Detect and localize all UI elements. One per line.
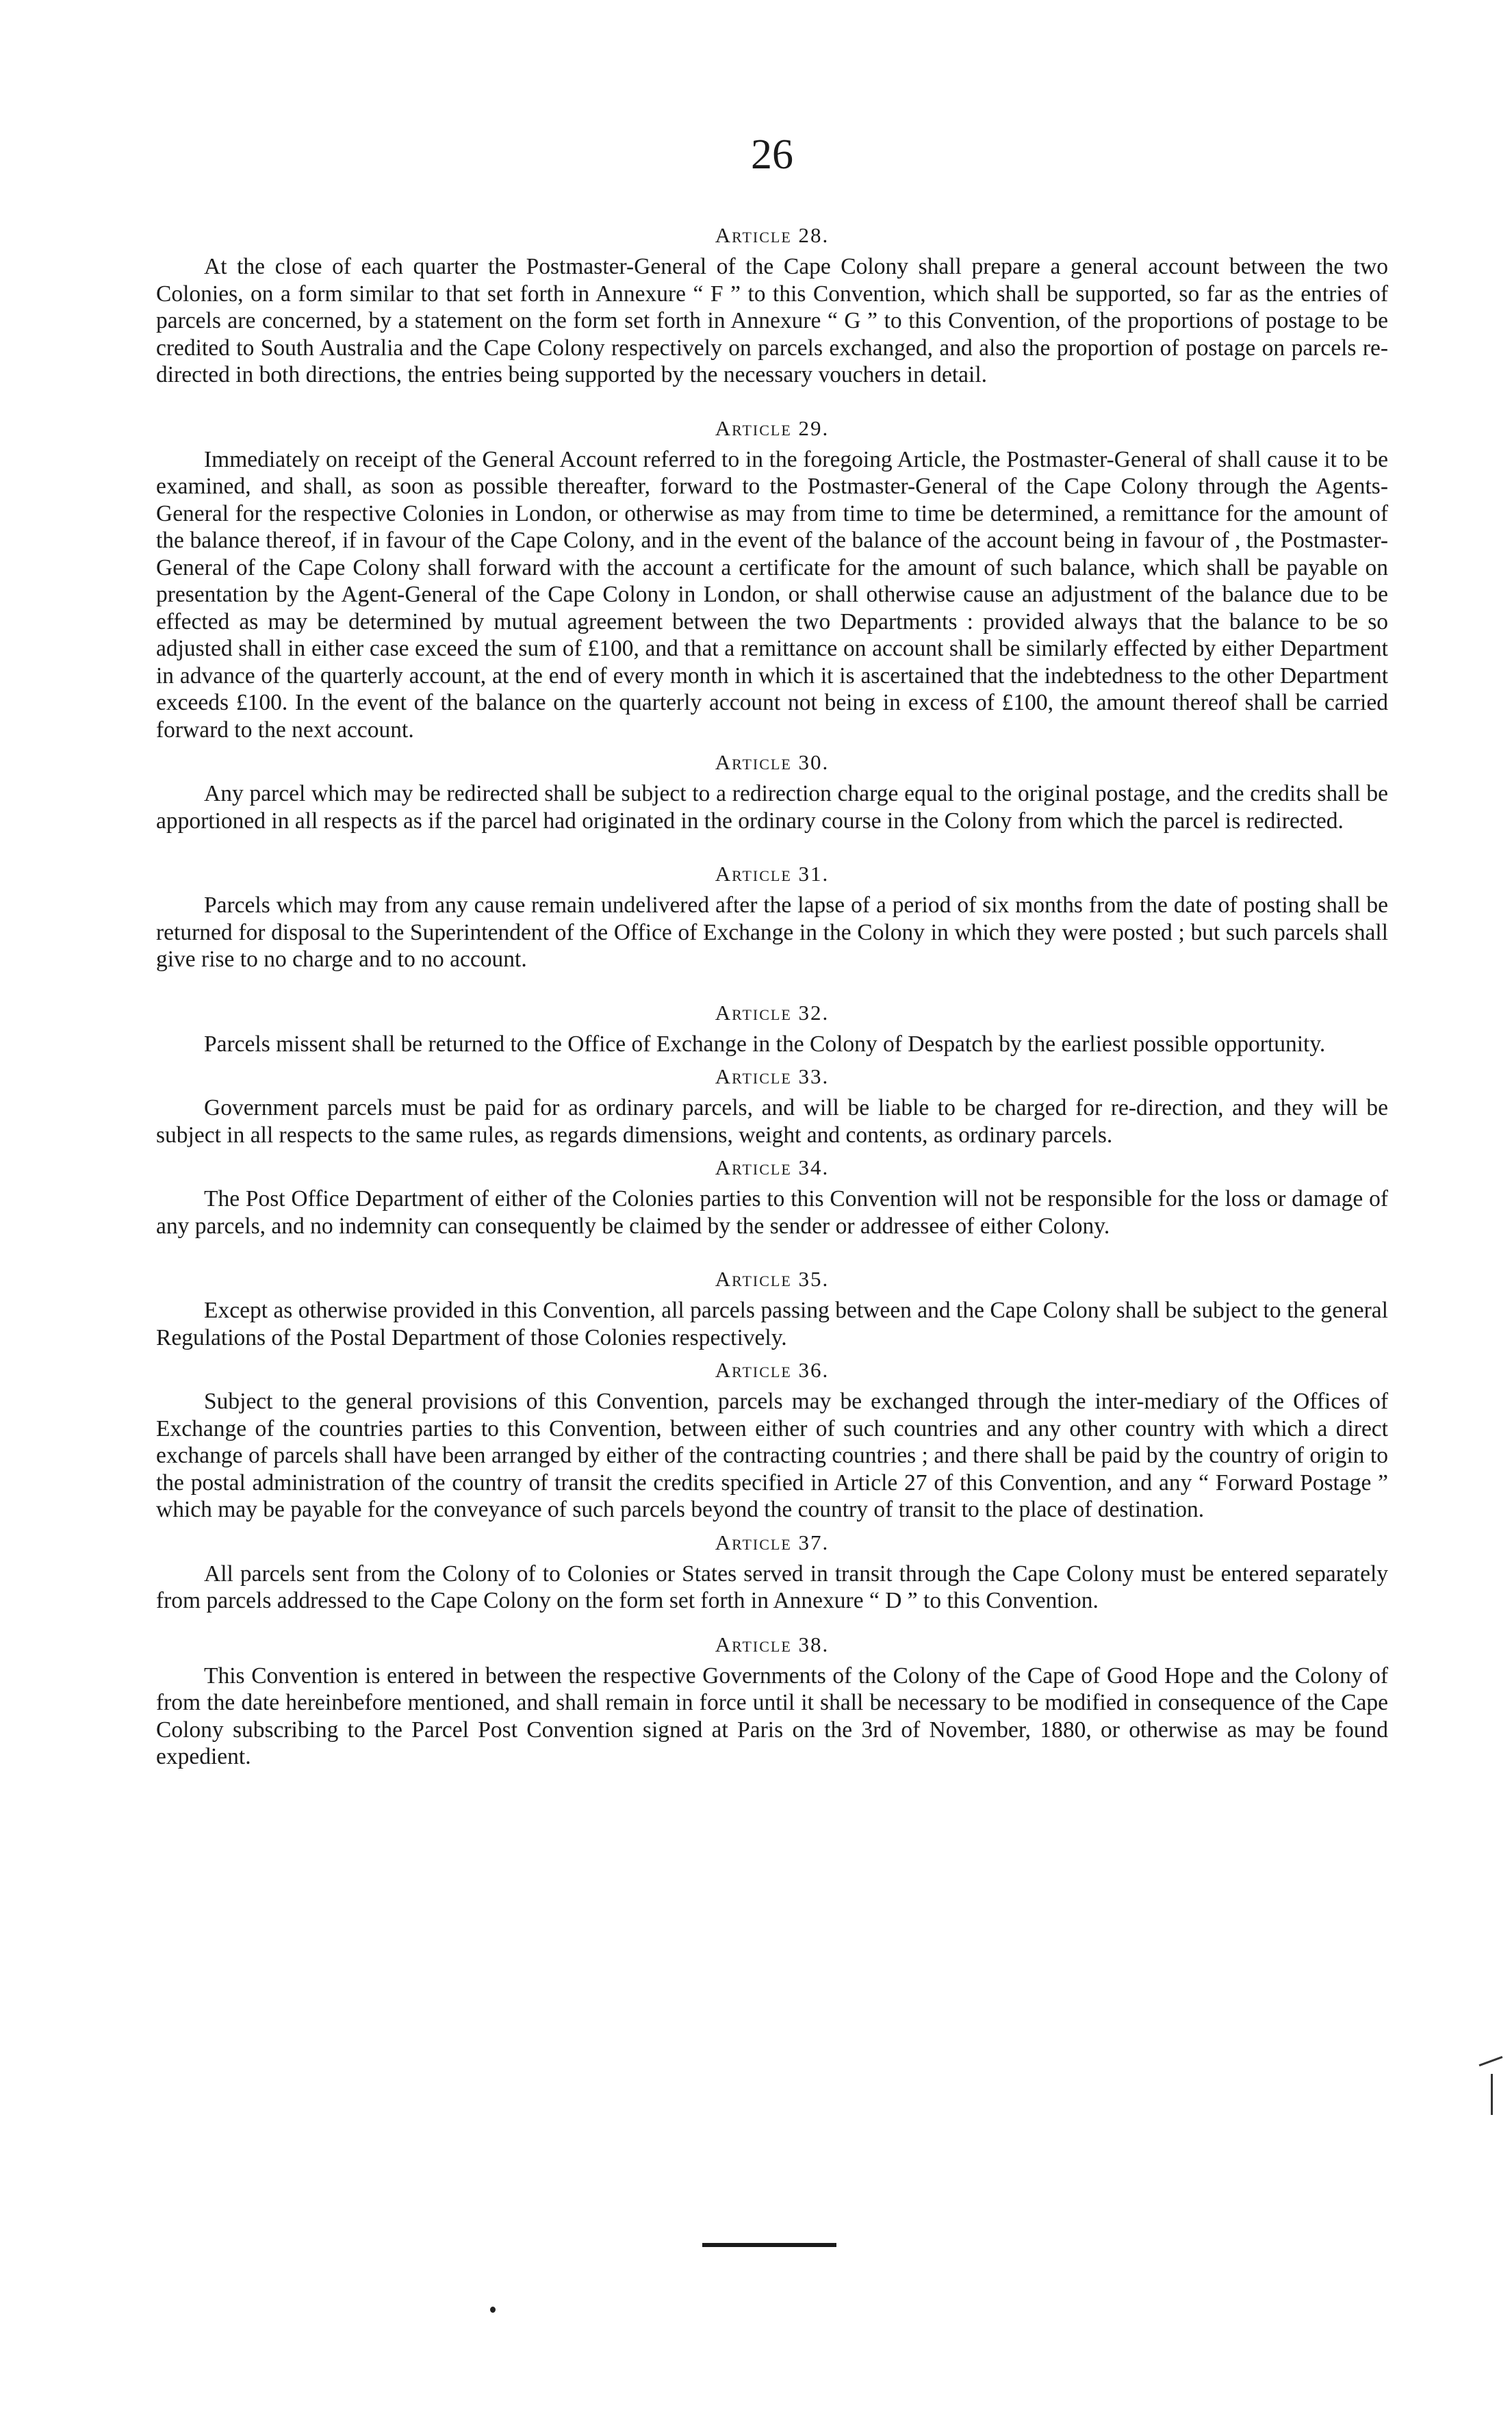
article-heading: Article 28. bbox=[715, 223, 830, 247]
article-30 bbox=[156, 747, 1388, 834]
article-31 bbox=[156, 859, 1388, 973]
article-text: Except as otherwise provided in this Convention, all parcels passing between and the Cape Colony shall be subject to the general Regulations of the Postal Department of those Colonies respectively. bbox=[156, 1298, 1388, 1350]
article-38 bbox=[156, 1630, 1388, 1771]
article-32 bbox=[156, 998, 1388, 1058]
article-text: All parcels sent from the Colony of to Colonies or States served in transit through the Cape Colony must be entered separately from parcels addressed to the Cape Colony on the form set forth in Annexure “ D ” to this Convention. bbox=[156, 1561, 1388, 1613]
article-body bbox=[156, 1561, 1388, 1615]
article-text: Immediately on receipt of the General Account referred to in the foregoing Article, the Postmaster-General of shall cause it to be examined, and shall, as soon as possible thereafter, forward to the Postmaster-General of the Cape Colony through the Agents-General for the respective Colonies in London, or otherwise as may from time to time be determined, a remittance for the amount of the balance thereof, if in favour of the Cape Colony, and in the event of the balance of the account being in favour of , the Postmaster-General of the Cape Colony shall forward with the account a certificate for the amount of such balance, which shall be payable on presentation by the Agent-General of the Cape Colony in London, or shall otherwise cause an adjustment of the balance due to be effected as may be determined by mutual agreement between the two Departments : provided always that the balance to be so adjusted shall in either case exceed the sum of £100, and that a remittance on account shall be similarly effected by either Department in advance of the quarterly account, at the end of every month in which it is ascertained that the indebtedness to the other Department exceeds £100. In the event of the balance on the quarterly account not being in excess of £100, the amount thereof shall be carried forward to the next account. bbox=[156, 446, 1388, 743]
ink-dot bbox=[490, 2307, 496, 2313]
closing-rule bbox=[702, 2243, 836, 2247]
article-28 bbox=[156, 220, 1388, 389]
article-37 bbox=[156, 1528, 1388, 1615]
article-text: Any parcel which may be redirected shall be subject to a redirection charge equal to the original postage, and the credits shall be apportioned in all respects as if the parcel had originated in the ordinary course in the Colony from which the parcel is redirected. bbox=[156, 781, 1388, 834]
article-body bbox=[156, 253, 1388, 389]
article-body bbox=[156, 1297, 1388, 1351]
article-35 bbox=[156, 1264, 1388, 1351]
article-heading: Article 38. bbox=[715, 1632, 830, 1656]
margin-mark bbox=[1479, 2056, 1503, 2066]
article-body bbox=[156, 446, 1388, 744]
article-29 bbox=[156, 413, 1388, 744]
article-36 bbox=[156, 1355, 1388, 1524]
article-heading: Article 34. bbox=[715, 1155, 830, 1179]
article-34 bbox=[156, 1153, 1388, 1240]
article-heading: Article 29. bbox=[715, 415, 830, 440]
article-text: At the close of each quarter the Postmaster-General of the Cape Colony shall prepare a general account between the two Colonies, on a form similar to that set forth in Annexure “ F ” to this Convention, which shall be supported, so far as the entries of parcels are concerned, by a statement on the form set forth in Annexure “ G ” to this Convention, of the proportions of postage to be credited to South Australia and the Cape Colony respectively on parcels exchanged, and also the proportion of postage on parcels re-directed in both directions, the entries being supported by the necessary vouchers in detail. bbox=[156, 254, 1388, 387]
article-body bbox=[156, 1185, 1388, 1240]
article-body bbox=[156, 1663, 1388, 1771]
article-body bbox=[156, 1031, 1388, 1058]
document-page bbox=[156, 130, 1388, 1771]
article-heading: Article 36. bbox=[715, 1358, 830, 1382]
article-text: Parcels missent shall be returned to the Office of Exchange in the Colony of Despatch by the earliest possible opportunity. bbox=[204, 1031, 1326, 1057]
margin-mark bbox=[1491, 2074, 1493, 2115]
article-text: Subject to the general provisions of this Convention, parcels may be exchanged through the inter-mediary of the Offices of Exchange of the countries parties to this Convention, between either of such countries and any other country with which a direct exchange of parcels shall have been arranged by either of the contracting countries ; and there shall be paid by the country of origin to the postal administration of the country of transit the credits specified in Article 27 of this Convention, and any “ Forward Postage ” which may be payable for the conveyance of such parcels beyond the country of transit to the place of destination. bbox=[156, 1389, 1388, 1522]
article-text: The Post Office Department of either of the Colonies parties to this Convention will not be responsible for the loss or damage of any parcels, and no indemnity can consequently be claimed by the sender or addressee of either Colony. bbox=[156, 1186, 1388, 1239]
page-number: 26 bbox=[751, 131, 793, 178]
article-heading: Article 31. bbox=[715, 862, 830, 886]
article-33 bbox=[156, 1062, 1388, 1149]
article-body bbox=[156, 892, 1388, 973]
article-text: This Convention is entered in between the respective Governments of the Colony of the Cape of Good Hope and the Colony of from the date hereinbefore mentioned, and shall remain in force until it shall be necessary to be modified in consequence of the Cape Colony subscribing to the Parcel Post Convention signed at Paris on the 3rd of November, 1880, or otherwise as may be found expedient. bbox=[156, 1663, 1388, 1769]
article-body bbox=[156, 780, 1388, 834]
article-heading: Article 32. bbox=[715, 1000, 830, 1025]
article-text: Government parcels must be paid for as ordinary parcels, and will be liable to be charged for re-direction, and they will be subject in all respects to the same rules, as regards dimensions, weight and contents, as ordinary parcels. bbox=[156, 1095, 1388, 1148]
article-text: Parcels which may from any cause remain undelivered after the lapse of a period of six months from the date of posting shall be returned for disposal to the Superintendent of the Office of Exchange in the Colony in which they were posted ; but such parcels shall give rise to no charge and to no account. bbox=[156, 893, 1388, 972]
article-body bbox=[156, 1388, 1388, 1524]
article-body bbox=[156, 1094, 1388, 1149]
article-heading: Article 33. bbox=[715, 1064, 830, 1088]
article-heading: Article 37. bbox=[715, 1530, 830, 1554]
article-heading: Article 30. bbox=[715, 750, 830, 774]
article-heading: Article 35. bbox=[715, 1267, 830, 1291]
